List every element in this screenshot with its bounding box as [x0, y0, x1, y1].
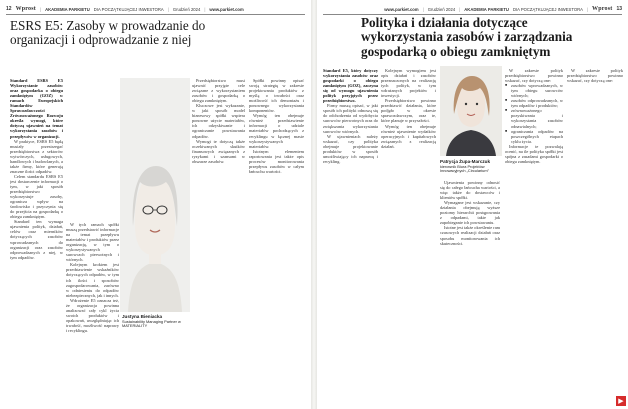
- caption-role: kierownik Biura Projektów Innowacyjnych „Circularium”: [440, 163, 489, 174]
- article-column: [10, 78, 63, 404]
- left-page-header: [6, 4, 305, 15]
- paragraph: Spółki powinny opisać swoją strategię w zakresie projektowania produktów z myślą o trwałości oraz możliwość ich demontażu i ponownego wykorzystania komponentów.: [249, 78, 304, 114]
- list-item: ■ zasobów wprowadzanych, w tym obiegu surowców wtórnych;: [511, 83, 563, 98]
- portrait-illustration: [440, 66, 502, 156]
- header-url[interactable]: www.parkiet.com: [384, 6, 419, 12]
- paragraph: Wdrożenie E5 oznacza też, że organizacja powinna analizować cały cykl życia swoich produktów i opakowań, uwzględniając ich trwałość, możliwość naprawy i recyklingu.: [66, 297, 119, 333]
- paragraph: Wymóg ten obejmuje również ujawnienie wydatków operacyjnych i kapitałowych związanych z realizacją działań.: [381, 123, 436, 149]
- article-column: [381, 68, 436, 404]
- paragraph: Firmy muszą opisać, w jaki sposób ich polityki odnoszą się do odchodzenia od wydobycia surowców pierwotnych oraz do zwiększania wykorzystania surowców wtórnych.: [323, 103, 378, 134]
- paragraph: Celem standardu ESRS E5 jest dostarczenie informacji o tym, w jaki sposób przedsiębiorstwo wykorzystuje zasoby, ogranicza wpływ na środowisko i przyczynia się do przejścia na gospodarkę o obiegu zamkniętym.: [10, 173, 63, 220]
- list-item: ■ zrównoważonego pozyskiwania i wykorzystania zasobów odnawialnych;: [511, 108, 563, 128]
- header-date: Grudzień 2024: [427, 6, 456, 12]
- header-section: AKADEMIA PARKIETU: [45, 6, 90, 12]
- header-divider: |: [167, 6, 169, 12]
- bullet-list: [505, 83, 563, 144]
- article-headline: ESRS E5: Zasoby w prowadzanie do organizacji i odprowadzanie z niej: [10, 18, 206, 48]
- paragraph: Wymogi te dotyczą także oczekiwanych skutków finansowych związanych z ryzykami i szansami w obszarze zasobów.: [192, 138, 245, 164]
- paragraph: Przedsiębiorstwo musi ujawnić przyjęte cele związane z wykorzystaniem zasobów i gospodarką o obiegu zamkniętym.: [192, 78, 245, 104]
- publication-logo: Wprost: [15, 6, 36, 12]
- article-column: [249, 78, 304, 404]
- paragraph: Kluczowe jest wykazanie, w jaki sposób model biznesowy spółki wspiera ponowne użycie materiałów, ich odzyskiwanie i ograniczanie powstawania odpadów.: [192, 103, 245, 139]
- header-divider: |: [204, 6, 206, 12]
- right-page: [317, 0, 628, 409]
- caption-name: Patrycja Żupa-Marczuk: [440, 159, 491, 164]
- article-column: [440, 180, 500, 404]
- photo-caption: [440, 160, 502, 174]
- header-url[interactable]: www.parkiet.com: [209, 6, 244, 12]
- author-photo: [440, 66, 502, 156]
- paragraph: Istotne jest także określenie ram czasowych realizacji działań oraz sposobu monitorowania ich skuteczności.: [440, 225, 500, 246]
- paragraph: Standard E5, który dotyczy wykorzystania zasobów oraz gospodarki o obiegu zamkniętym (GOZ), zaczyna się od wymogu ujawnienia polityk przyjętych przez przedsiębiorstwo.: [323, 68, 378, 104]
- header-date: Grudzień 2024: [172, 6, 201, 12]
- paragraph: W zakresie polityk przedsiębiorstwo powinno wskazać, czy dotyczą one:: [567, 68, 623, 84]
- article-column-continuation: [567, 68, 623, 394]
- header-divider: |: [586, 6, 588, 12]
- paragraph: W ujawnieniach należy wskazać, czy polityka obejmuje projektowanie produktów w sposób umożliwiający ich naprawę i recykling.: [323, 133, 378, 164]
- caption-name: Justyna Bieniacka: [122, 314, 163, 319]
- paragraph: Kolejnym krokiem jest przedstawienie wskaźników dotyczących odpadów, w tym ich ilości i sposobów zagospodarowania, zarówno w odniesieniu do odpadów niebezpiecznych, jak i innych.: [66, 262, 119, 298]
- list-item: ■ ograniczania odpadów na poszczególnych etapach cyklu życia.: [511, 129, 563, 144]
- article-column: [505, 68, 563, 404]
- right-page-header: [323, 4, 622, 15]
- paragraph: Standard ESRS E5 Wykorzystanie zasobów oraz gospodarka o obiegu zamkniętym (GOZ) w ramach Europejskich Standardów Sprawozdawczości Zrównoważonego Rozwoju określa wymogi, które dotyczą ujawnień na temat wykorzystania zasobów i przepływów w organizacji.: [10, 78, 63, 139]
- header-subsection: DIA POCZĄTKUJĄCEJ INWESTORA: [512, 6, 583, 12]
- publication-logo: Wprost: [592, 6, 613, 12]
- author-photo: [120, 78, 190, 312]
- article-headline: Polityka i działania dotyczące wykorzystania zasobów i zarządzania gospodarką o obiegu zamkniętym: [361, 15, 573, 59]
- page-number: 12: [6, 6, 12, 12]
- header-divider: |: [459, 6, 461, 12]
- header-divider: |: [422, 6, 424, 12]
- paragraph: W zakresie polityk przedsiębiorstwo powinno wskazać, czy dotyczą one:: [505, 68, 563, 84]
- portrait-illustration: [120, 78, 190, 312]
- paragraph: Standard ten wymaga ujawnienia polityk, działań, celów oraz mierników dotyczących zasobów wprowadzanych do organizacji oraz zasobów odprowadzanych z niej, w tym odpadów.: [10, 219, 63, 260]
- paragraph: Informacje te pozwalają ocenić, na ile polityka spółki jest spójna z zasadami gospodarki o obiegu zamkniętym.: [505, 143, 563, 164]
- paragraph: Istotnym elementem raportowania jest także opis procesów monitorowania przepływu zasobów w całym łańcuchu wartości.: [249, 148, 304, 174]
- left-page: [0, 0, 311, 409]
- paragraph: Kolejnym wymogiem jest opis działań i zasobów przeznaczonych na realizację tych polityk, w tym wdrażanych projektów i inwestycji.: [381, 68, 436, 99]
- paragraph: Wymóg ten obejmuje również przedstawienie informacji o udziale materiałów pochodzących z recyklingu w łącznej masie wykorzystywanych materiałów.: [249, 113, 304, 149]
- paragraph: W praktyce, ESRS E5 będą musiały przestrzegać przedsiębiorstwa z sektorów wytwórczych, usługowych, handlowych i budowlanych, a także firmy, które generują znaczne ilości odpadów.: [10, 138, 63, 174]
- header-subsection: DIA POCZĄTKUJĄCEJ INWESTORA: [93, 6, 164, 12]
- article-column: [192, 78, 245, 404]
- paragraph: Przedsiębiorstwo powinno przedstawić działania, które podjęło w okresie sprawozdawczym, oraz te, które planuje w przyszłości.: [381, 98, 436, 124]
- caption-role: Sustainability Managing Partner w MATERIALITY: [122, 318, 181, 329]
- list-item: ■ zasobów odprowadzanych, w tym odpadów i produktów;: [511, 98, 563, 108]
- header-section: AKADEMIA PARKIETU: [464, 6, 509, 12]
- page-number: 13: [616, 6, 622, 12]
- paragraph: Ujawnienia powinny odnosić się do całego łańcucha wartości, a więc także do dostawców i klientów spółki.: [440, 180, 500, 201]
- header-divider: |: [40, 6, 42, 12]
- paragraph: W tych ramach spółki muszą przedstawić informacje na temat przepływu materiałów i produktów przez organizację, w tym o wykorzystywanych surowcach pierwotnych i wtórnych.: [66, 222, 119, 263]
- paragraph: Wymagane jest wskazanie, czy działania obejmują wyższe poziomy hierarchii postępowania z odpadami, takie jak zapobieganie ich powstawaniu.: [440, 200, 500, 226]
- photo-caption: [122, 315, 188, 329]
- next-page-arrow-icon[interactable]: ▶: [616, 396, 626, 406]
- article-column: [323, 68, 378, 404]
- article-column: [66, 222, 119, 404]
